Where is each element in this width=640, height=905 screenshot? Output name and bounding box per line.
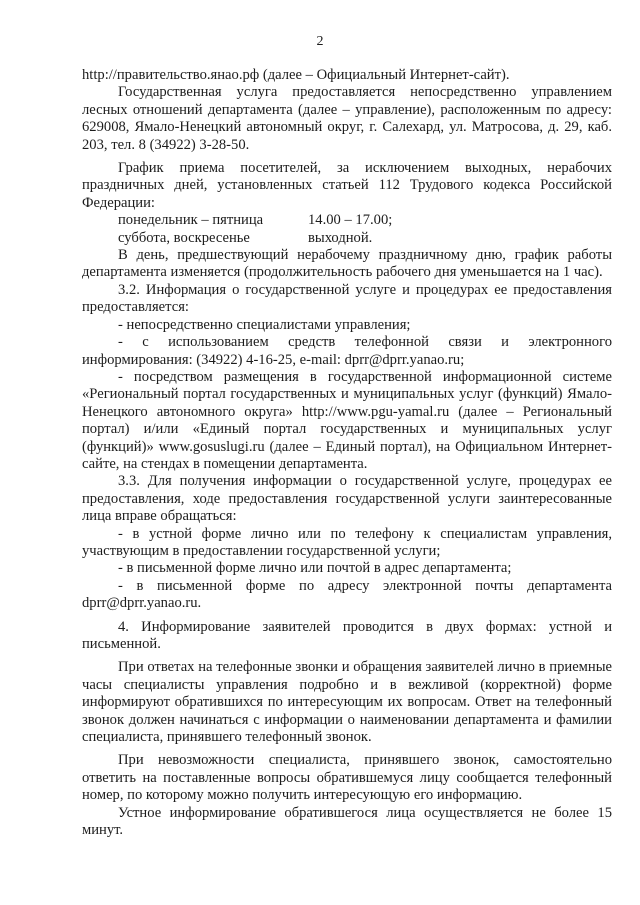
paragraph-website: http://правительство.янао.рф (далее – Официальный Интернет-сайт). [82,67,510,83]
list-item: - посредством размещения в государственной информационной системе «Региональный портал государственных и муниципальных услуг (функций) Ямало-Ненецкого автономного округа» http://www.pgu-yamal.ru (далее – Региональный портал) и/или «Единый портал государственных и муниципальных услуг (функций)» www.gosuslugi.ru (далее – Единый портал), на Официальном Интернет-сайте, на стендах в помещении департамента. [82,368,612,472]
schedule-days: суббота, воскресенье [118,229,250,246]
schedule-row-weekend [82,230,612,247]
document-body [82,67,612,839]
paragraph-phone-answers: При ответах на телефонные звонки и обращения заявителей лично в приемные часы специалисты управления подробно и в вежливой (корректной) форме информируют обратившихся по интересующим их вопросам. Ответ на телефонный звонок должен начинаться с информации о наименовании департамента и фамилии специалиста, принявшего телефонный звонок. [82,659,612,746]
paragraph-schedule-intro: График приема посетителей, за исключением выходных, нерабочих праздничных дней, установленных статьей 112 Трудового кодекса Российской Федерации: [82,160,612,211]
paragraph-redirect: При невозможности специалиста, принявшего звонок, самостоятельно ответить на поставленные вопросы обратившемуся лицу сообщается телефонный номер, по которому можно получить интересующую его информацию. [82,752,612,804]
list-item: - с использованием средств телефонной связи и электронного информирования: (34922) 4-16-25, e-mail: dprr@dprr.yanao.ru; [82,334,612,368]
list-item: - непосредственно специалистами управления; [118,316,411,333]
list-item: - в письменной форме лично или почтой в адрес департамента; [118,560,512,577]
paragraph-section-3-2: 3.2. Информация о государственной услуге и процедурах ее предоставления предоставляется: [82,281,612,316]
schedule-row-weekdays [82,212,612,229]
schedule-hours: выходной. [308,229,373,246]
paragraph-pre-holiday: В день, предшествующий нерабочему праздничному дню, график работы департамента изменяется (продолжительность рабочего дня уменьшается на 1 час). [82,247,612,281]
paragraph-section-4: 4. Информирование заявителей проводится в двух формах: устной и письменной. [82,618,612,652]
list-item: - в устной форме лично или по телефону к специалистам управления, участвующим в предоставлении государственной услуги; [82,525,612,559]
paragraph-section-3-3: 3.3. Для получения информации о государственной услуге, процедурах ее предоставления, ходе предоставления государственной услуги заинтересованные лица вправе обращаться: [82,473,612,525]
schedule-days: понедельник – пятница [118,212,264,229]
paragraph-service-provider: Государственная услуга предоставляется непосредственно управлением лесных отношений департамента (далее – управление), расположенным по адресу: 629008, Ямало-Ненецкий автономный округ, г. Салехард, ул. Матросова, д. 29, каб. 203, тел. 8 (34922) 3-28-50. [82,84,612,153]
page-number: 2 [316,34,324,49]
paragraph-duration: Устное информирование обратившегося лица осуществляется не более 15 минут. [82,804,612,839]
list-item: - в письменной форме по адресу электронной почты департамента dprr@dprr.yanao.ru. [82,577,612,612]
schedule-hours: 14.00 – 17.00; [308,212,393,229]
